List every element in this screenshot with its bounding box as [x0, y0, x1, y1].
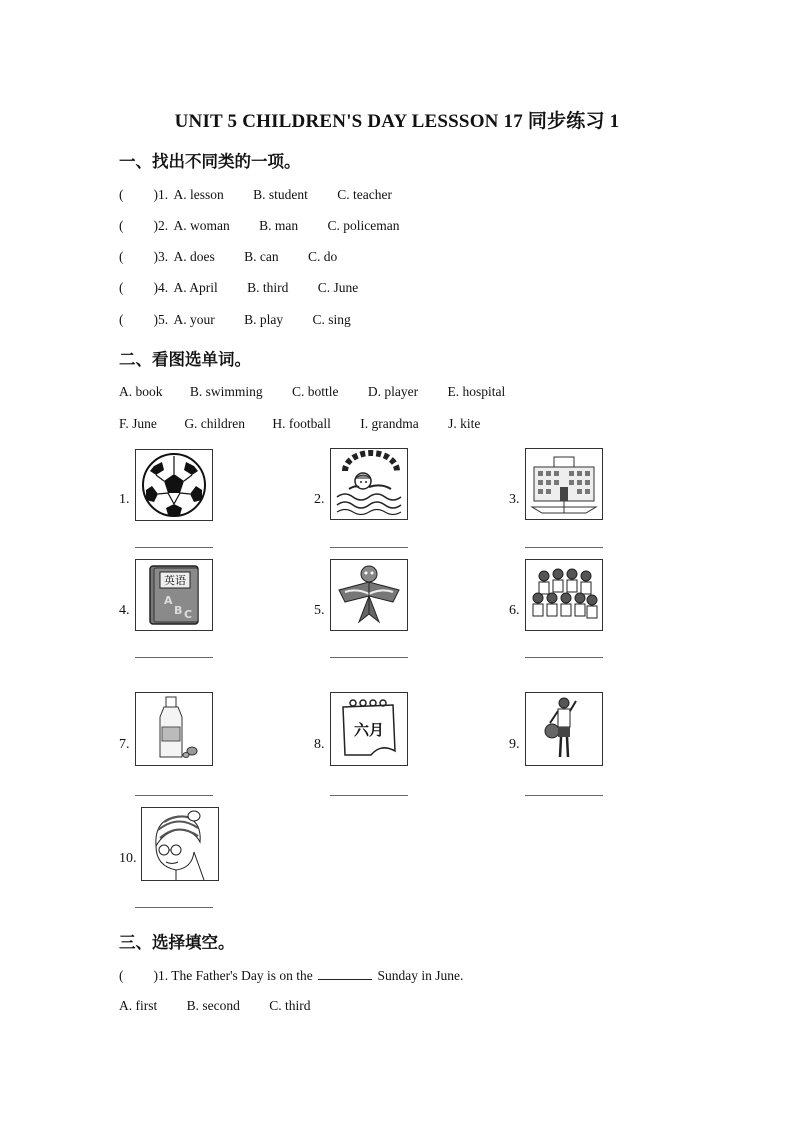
- svg-text:A: A: [164, 594, 173, 607]
- paren: (: [119, 312, 124, 327]
- word-option: G. children: [184, 416, 246, 431]
- option-a: A. April: [173, 280, 218, 295]
- kite-icon: [330, 559, 408, 631]
- answer-line[interactable]: [330, 795, 408, 796]
- grandma-icon: [141, 807, 219, 881]
- option-b: B. third: [247, 280, 289, 295]
- answer-line[interactable]: [525, 795, 603, 796]
- picture-number: 8.: [314, 737, 325, 752]
- option-a: A. first: [119, 998, 158, 1013]
- picture-number: 1.: [119, 492, 130, 507]
- question-text: Sunday in June.: [377, 968, 464, 983]
- option-a: A. does: [173, 249, 215, 264]
- paren: (: [119, 280, 124, 295]
- option-b: B. student: [253, 187, 308, 202]
- hospital-icon: [525, 448, 603, 520]
- book-icon: [135, 559, 213, 631]
- answer-line[interactable]: [525, 657, 603, 658]
- picture-number: 4.: [119, 603, 130, 618]
- option-b: B. second: [186, 998, 240, 1013]
- s3-question-1: [119, 967, 463, 984]
- answer-line[interactable]: [135, 907, 213, 908]
- paren: (: [119, 218, 124, 233]
- word-option: E. hospital: [447, 384, 506, 399]
- picture-number: 9.: [509, 737, 520, 752]
- option-c: C. third: [269, 998, 311, 1013]
- item-number: )1.: [153, 187, 169, 202]
- swimming-icon: [330, 448, 408, 520]
- book-cover-label: 英语: [164, 574, 186, 587]
- paren: (: [119, 187, 124, 202]
- section3-heading: 三、选择填空。: [119, 933, 235, 952]
- item-number: )2.: [153, 218, 169, 233]
- option-a: A. your: [173, 312, 215, 327]
- section1-heading: 一、找出不同类的一项。: [119, 152, 301, 171]
- word-options-row2: [119, 416, 480, 432]
- svg-text:B: B: [174, 604, 183, 617]
- word-option: C. bottle: [292, 384, 339, 399]
- word-option: A. book: [119, 384, 163, 399]
- picture-number: 5.: [314, 603, 325, 618]
- picture-number: 10.: [119, 851, 137, 866]
- option-a: A. lesson: [173, 187, 224, 202]
- word-option: H. football: [272, 416, 331, 431]
- option-b: B. man: [259, 218, 299, 233]
- option-b: B. play: [244, 312, 284, 327]
- picture-number: 7.: [119, 737, 130, 752]
- word-option: J. kite: [448, 416, 481, 431]
- picture-number: 6.: [509, 603, 520, 618]
- s3-q1-options: [119, 998, 311, 1014]
- option-c: C. teacher: [337, 187, 392, 202]
- s1-item-5: [119, 312, 351, 328]
- s1-item-4: [119, 280, 358, 296]
- calendar-label: 六月: [353, 721, 385, 739]
- item-number: )5.: [153, 312, 169, 327]
- option-c: C. June: [317, 280, 359, 295]
- word-option: F. June: [119, 416, 157, 431]
- option-c: C. policeman: [327, 218, 400, 233]
- s1-item-2: [119, 218, 399, 234]
- answer-line[interactable]: [330, 657, 408, 658]
- answer-line[interactable]: [525, 547, 603, 548]
- svg-text:C: C: [184, 608, 193, 621]
- paren: (: [119, 249, 124, 264]
- page-title: UNIT 5 CHILDREN'S DAY LESSSON 17 同步练习 1: [174, 111, 620, 132]
- fill-blank[interactable]: [318, 967, 372, 980]
- answer-line[interactable]: [330, 547, 408, 548]
- calendar-icon: [330, 692, 408, 766]
- section2-heading: 二、看图选单词。: [119, 350, 251, 369]
- word-option: I. grandma: [360, 416, 419, 431]
- question-text: )1. The Father's Day is on the: [153, 968, 313, 983]
- picture-number: 2.: [314, 492, 325, 507]
- s1-item-3: [119, 249, 337, 265]
- word-option: D. player: [367, 384, 419, 399]
- option-b: B. can: [244, 249, 279, 264]
- children-icon: [525, 559, 603, 631]
- bottle-icon: [135, 692, 213, 766]
- s1-item-1: [119, 187, 392, 203]
- football-icon: [135, 449, 213, 521]
- item-number: )3.: [153, 249, 169, 264]
- answer-line[interactable]: [135, 547, 213, 548]
- word-options-row1: [119, 384, 505, 400]
- item-number: )4.: [153, 280, 169, 295]
- option-a: A. woman: [173, 218, 230, 233]
- answer-line[interactable]: [135, 795, 213, 796]
- option-c: C. do: [308, 249, 338, 264]
- word-option: B. swimming: [189, 384, 263, 399]
- option-c: C. sing: [312, 312, 351, 327]
- answer-line[interactable]: [135, 657, 213, 658]
- player-icon: [525, 692, 603, 766]
- paren: (: [119, 968, 124, 983]
- picture-number: 3.: [509, 492, 520, 507]
